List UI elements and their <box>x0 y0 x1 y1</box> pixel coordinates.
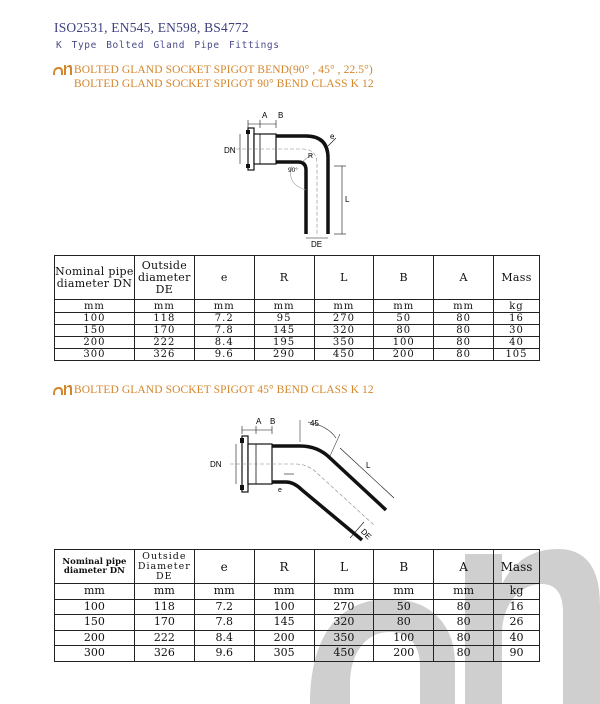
table-cell: 350 <box>314 337 374 349</box>
units-row <box>55 300 540 313</box>
unit-cell: mm <box>55 300 135 313</box>
table-cell: 118 <box>134 313 194 325</box>
table-cell: 7.8 <box>194 615 254 631</box>
table-cell: 170 <box>134 615 194 631</box>
section1-subtitle: BOLTED GLAND SOCKET SPIGOT 90° BEND CLASS K 12 <box>74 78 374 90</box>
table-row <box>55 325 540 337</box>
unit-cell: kg <box>494 584 540 600</box>
table-cell: 320 <box>314 615 374 631</box>
table-cell: 80 <box>374 615 434 631</box>
table-cell: 80 <box>374 325 434 337</box>
table-cell: 450 <box>314 646 374 662</box>
section1-title-line1: BOLTED GLAND SOCKET SPIGOT BEND(90° , 45° , 22.5°) <box>74 64 373 76</box>
units-row <box>55 584 540 600</box>
table-cell: 270 <box>314 313 374 325</box>
table-cell: 80 <box>434 646 494 662</box>
bend-90-diagram <box>210 106 370 250</box>
table-cell: 270 <box>314 599 374 615</box>
col-l: L <box>314 256 374 300</box>
section2-title <box>52 384 374 399</box>
col-r: R <box>254 256 314 300</box>
unit-cell: mm <box>314 584 374 600</box>
table-row <box>55 630 540 646</box>
table-cell: 290 <box>254 349 314 361</box>
table-cell: 105 <box>493 349 539 361</box>
col-a: A <box>434 550 494 584</box>
label-angle: 45 <box>310 419 319 428</box>
bend-90-spec-table <box>54 255 540 361</box>
label-a: A <box>262 111 268 120</box>
table-cell: 8.4 <box>194 337 254 349</box>
label-dn: DN <box>210 460 222 469</box>
standards-title: ISO2531, EN545, EN598, BS4772 <box>54 20 249 35</box>
table-header-row <box>55 550 540 584</box>
table-cell: 222 <box>134 630 194 646</box>
table-cell: 100 <box>55 599 135 615</box>
table-cell: 95 <box>254 313 314 325</box>
table-cell: 100 <box>55 313 135 325</box>
label-b: B <box>278 111 284 120</box>
table-cell: 145 <box>254 615 314 631</box>
table-cell: 16 <box>493 313 539 325</box>
table-cell: 118 <box>134 599 194 615</box>
col-mass: Mass <box>493 256 539 300</box>
table-cell: 50 <box>374 599 434 615</box>
table-cell: 350 <box>314 630 374 646</box>
table-cell: 9.6 <box>194 646 254 662</box>
table-cell: 7.8 <box>194 325 254 337</box>
label-de: DE <box>311 240 323 249</box>
table-cell: 80 <box>434 325 494 337</box>
table-cell: 26 <box>494 615 540 631</box>
label-e: e <box>278 487 282 494</box>
label-l: L <box>366 461 371 470</box>
table-cell: 326 <box>134 349 194 361</box>
table-cell: 40 <box>494 630 540 646</box>
table-row <box>55 646 540 662</box>
table-cell: 100 <box>374 630 434 646</box>
col-b: B <box>374 256 434 300</box>
unit-cell: mm <box>194 584 254 600</box>
table-cell: 80 <box>434 630 494 646</box>
table-row <box>55 337 540 349</box>
table-cell: 200 <box>374 349 434 361</box>
page-subtitle: K Type Bolted Gland Pipe Fittings <box>56 40 280 51</box>
table-cell: 150 <box>55 325 135 337</box>
brand-logo-icon <box>52 384 72 399</box>
unit-cell: mm <box>134 300 194 313</box>
unit-cell: mm <box>134 584 194 600</box>
label-l: L <box>345 195 350 204</box>
table-cell: 145 <box>254 325 314 337</box>
col-dn: Nominal pipe diameter DN <box>55 550 135 584</box>
table-cell: 8.4 <box>194 630 254 646</box>
col-de: Outside diameter DE <box>134 256 194 300</box>
table-cell: 80 <box>434 615 494 631</box>
unit-cell: mm <box>434 300 494 313</box>
unit-cell: kg <box>493 300 539 313</box>
label-dn: DN <box>224 146 236 155</box>
table-row <box>55 349 540 361</box>
bend-45-diagram <box>200 412 400 542</box>
table-cell: 90 <box>494 646 540 662</box>
unit-cell: mm <box>374 300 434 313</box>
label-de: DE <box>358 527 374 542</box>
table-cell: 170 <box>134 325 194 337</box>
unit-cell: mm <box>194 300 254 313</box>
col-de: Outside Diameter DE <box>134 550 194 584</box>
table-cell: 100 <box>374 337 434 349</box>
label-e: e <box>330 132 335 141</box>
unit-cell: mm <box>314 300 374 313</box>
table-row <box>55 599 540 615</box>
brand-logo-icon <box>52 64 72 79</box>
table-cell: 80 <box>434 337 494 349</box>
col-r: R <box>254 550 314 584</box>
table-cell: 195 <box>254 337 314 349</box>
table-cell: 30 <box>493 325 539 337</box>
table-cell: 200 <box>374 646 434 662</box>
col-dn: Nominal pipe diameter DN <box>55 256 135 300</box>
section2-title-text: BOLTED GLAND SOCKET SPIGOT 45° BEND CLASS K 12 <box>74 384 374 396</box>
col-e: e <box>194 256 254 300</box>
table-cell: 7.2 <box>194 599 254 615</box>
table-cell: 450 <box>314 349 374 361</box>
unit-cell: mm <box>434 584 494 600</box>
table-cell: 300 <box>55 646 135 662</box>
unit-cell: mm <box>55 584 135 600</box>
table-cell: 300 <box>55 349 135 361</box>
table-cell: 100 <box>254 599 314 615</box>
table-cell: 305 <box>254 646 314 662</box>
bend-45-spec-table <box>54 549 540 662</box>
col-b: B <box>374 550 434 584</box>
table-cell: 200 <box>55 337 135 349</box>
table-row <box>55 313 540 325</box>
table-header-row <box>55 256 540 300</box>
table-row <box>55 615 540 631</box>
section1-title <box>52 64 373 79</box>
table-cell: 80 <box>434 349 494 361</box>
col-l: L <box>314 550 374 584</box>
table-cell: 9.6 <box>194 349 254 361</box>
col-a: A <box>434 256 494 300</box>
table-cell: 80 <box>434 313 494 325</box>
table-cell: 80 <box>434 599 494 615</box>
unit-cell: mm <box>254 300 314 313</box>
table-cell: 50 <box>374 313 434 325</box>
unit-cell: mm <box>254 584 314 600</box>
table-cell: 200 <box>254 630 314 646</box>
table-cell: 326 <box>134 646 194 662</box>
table-cell: 40 <box>493 337 539 349</box>
table-cell: 16 <box>494 599 540 615</box>
unit-cell: mm <box>374 584 434 600</box>
col-e: e <box>194 550 254 584</box>
col-mass: Mass <box>494 550 540 584</box>
label-angle: 90° <box>288 167 298 174</box>
table-cell: 320 <box>314 325 374 337</box>
table-cell: 200 <box>55 630 135 646</box>
label-a: A <box>256 417 262 426</box>
table-cell: 7.2 <box>194 313 254 325</box>
table-cell: 150 <box>55 615 135 631</box>
label-b: B <box>270 417 276 426</box>
table-cell: 222 <box>134 337 194 349</box>
label-r: R <box>308 153 314 160</box>
